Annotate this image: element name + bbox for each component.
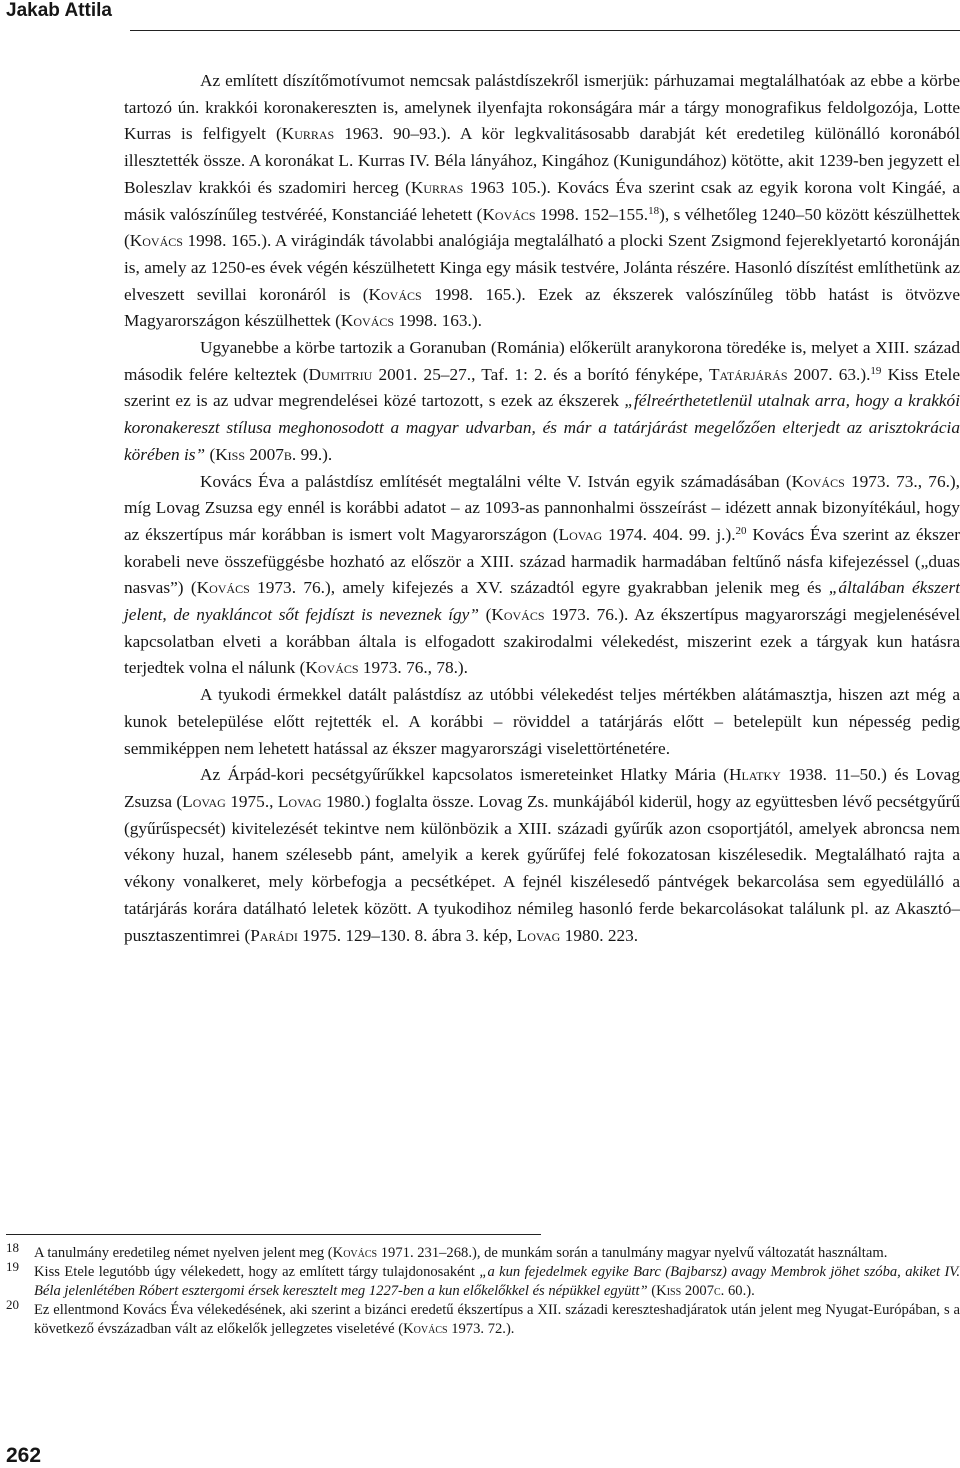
text-run: Ugyanebbe a körbe tartozik a Goranuban (Románia) előkerült aranykorona töredéke is, melyet a XIII. század második felére kelteztek ( [124,338,960,384]
citation-author: Kovács [340,311,395,331]
footnote-ref: 20 [735,524,747,537]
text-run: . 99.). [291,444,333,464]
header-rule [130,30,960,31]
text-run: 1973. 76.), amely kifejezés a XV. századtól egyre gyakrabban jelenik meg és [249,578,829,598]
text-run: ), s vélhetőleg 1240–50 között készülhettek ( [124,204,960,251]
text-run: 1998. 165.). A virágindák távolabbi analógiája megtalálható a plocki Szent Zsigmond fejereklyetartó koronáján is, amely az 1250-es évek végén készülhetett Kinga egy másik testvére, Jolánta részére. Hasonló díszítést említhetünk az elveszett sevillai koronáról is ( [124,231,960,304]
text-run: A tanulmány eredetileg német nyelven jelent meg ( [34,1245,333,1261]
citation-author: Lovag [277,791,322,811]
footnote-rule [6,1234,541,1235]
citation-author: Parádi [250,925,298,945]
citation-author: Kovács [305,658,359,678]
citation-author: Kovács [332,1245,378,1261]
text-run: 2001. 25–27., Taf. 1: 2. és a borító fényképe, [372,364,709,384]
citation-author: Kovács [791,471,845,491]
footnote [6,1259,960,1301]
text-run: A tyukodi érmekkel datált palástdísz az utóbbi vélekedést teljes mértékben alátámasztja, hiszen azt még a kunok betelepülése előtt rejtették el. A korábbi – röviddel a tatárjárás előtt – betelepült kun népesség pedig semmiképpen nem lehetett hatással az ékszer magyarországi viselettörténetére. [124,685,960,758]
citation-author: Kovács [491,605,545,625]
text-run: Az említett díszítőmotívumot nemcsak palástdíszekről ismerjük: párhuzamai megtalálhatóak az ebbe a körbe tartozó ún. krakkói koronakereszten is, amelynek ilyenfajta rokonságára már a tárgy monografikus feldolgozója, Lotte Kurras is felfigyelt ( [124,71,960,144]
citation-author: Kovács [482,204,536,224]
text-run: 1974. 404. 99. j.). [602,524,736,544]
text-run: 1998. 152–155. [535,204,649,224]
text-run: 1998. 163.). [394,311,482,331]
text-run: 1938. 11–50.) és Lovag Zsuzsa ( [124,765,960,811]
page-number: 262 [6,1444,42,1467]
text-run: Kovács Éva a palástdísz említését megtalálni vélte V. István egyik számadásában ( [200,471,792,491]
footnote-ref: 18 [648,204,660,217]
citation-author: Lovag [516,925,561,945]
citation-author: Kurras [281,124,335,144]
paragraph [124,68,960,335]
text-run: 1998. 165.). Ezek az ékszerek valószínűleg több hatást is ötvözve Magyarországon készülhettek ( [124,284,960,331]
citation-author: Kovács [196,578,250,598]
running-head: Jakab Attila [6,0,112,21]
footnote-number: 19 [6,1259,19,1274]
body-text [124,68,960,949]
quotation: „általában ékszert jelent, de nyakláncot sőt fejdíszt is neveznek így” [124,578,960,625]
text-run: 1973. 72.). [447,1321,515,1337]
citation-author: Kovács [403,1321,448,1337]
citation-author: Tatárjárás [708,364,788,384]
text-run: 1973. 76., 78.). [358,658,468,678]
text-run: ( [478,605,492,625]
citation-author: Kovács [368,284,422,304]
text-run: 1971. 231–268.), de munkám során a tanulmány magyar nyelvű változatát használtam. [377,1245,888,1261]
paragraph [124,335,960,469]
text-run: Az Árpád-kori pecsétgyűrűkkel kapcsolatos ismereteinket Hlatky Mária ( [200,765,729,785]
citation-author: Kurras [410,177,464,197]
citation-author: Kovács [129,231,183,251]
paragraph [124,469,960,683]
text-run: Kovács Éva szerint az ékszer korabeli neve összefüggésbe hozható az először a XIII. század harmadik harmadában feltűnő násfa kifejezéssel („duas nasvas”) ( [124,524,960,598]
text-run: Ez ellentmond Kovács Éva vélekedésének, aki szerint a bizánci eredetű ékszertípus a XII. századi kereszteshadjáratok után jelent meg Nyugat-Európában, s a következő évszázadban vált az előkelők jellegzetes viseletévé ( [34,1302,960,1337]
footnote-number: 20 [6,1297,19,1312]
footnotes [6,1240,960,1339]
text-run: 1973. 76.). Az ékszertípus magyarországi megjelenésével kapcsolatban elveti a korábban általa is elfogadott szakirodalmi vélekedést, miszerint ezek a tárgyak kun hatásra terjedtek volna el nálunk ( [124,605,960,678]
footnote [6,1297,960,1339]
footnote [6,1240,960,1263]
text-run: 1963. 90–93.). A kör legkvalitásosabb darabját két eredetileg különálló koronából illesztették össze. A koronákat L. Kurras IV. Béla lányához, Kingához (Kunigundához) kötötte, akit 1239-ben jegyzett el Boleszlav krakkói és szadomiri herceg ( [124,124,960,197]
citation-author: Dumitriu [308,364,373,384]
text-run: 1980. 223. [560,925,639,945]
text-run: 1975. 129–130. 8. ábra 3. kép, [297,925,517,945]
text-run: ( [647,1283,657,1299]
text-run: 1973. 73., 76.), míg Lovag Zsuzsa egy ennél is korábbi adatot – az 1093-as pannonhalmi összeírást – idézett annak bizonyítékául, hogy az ékszertípus már korábban is ismert volt Magyarországon ( [124,471,960,544]
paragraph [124,682,960,762]
citation-author: Kiss 2007c [656,1283,721,1299]
citation-author: Hlatky [728,765,781,785]
paragraph [124,762,960,949]
text-run: 2007. 63.). [787,364,871,384]
citation-author: Kiss 2007b [215,444,292,464]
text-run: 1980.) foglalta össze. Lovag Zs. munkájából kiderül, hogy az együttesben lévő pecsétgyűrű (gyűrűspecsét) kivitelezését tekintve nem különbözik a XIII. századi gyűrűk azon csoportjától, amelyek abroncsa nem vékony huzal, hanem szélesebb pánt, amelyik a kerek gyűrűfej felé fokozatosan kiszélesedik. Megtalálható rajta a vékony vonalkeret, mely körbefogja a pecsétképet. A fejnél kiszélesedő pántvégek bekarcolása sem egyedülálló a tatárjárás korára datálható leletek között. A tyukodihoz némileg hasonló ferde bekarcolásokat találunk pl. az Akasztó–pusztaszentimrei ( [124,791,960,945]
footnote-ref: 19 [870,364,882,377]
citation-author: Lovag [182,791,226,811]
text-run: Kiss Etele szerint ez is az udvar megrendelései közé tartozott, s ezek az ékszerek [124,364,960,411]
quotation: „félreérthetetlenül utalnak arra, hogy a krakkói koronakereszt stílusa meghonosodott a magyar udvarban, és már a tatárjárást megelőzően elterjedt az arisztokrácia körében is” [124,391,960,464]
text-run: ( [205,444,216,464]
text-run: 1975., [225,791,278,811]
footnote-number: 18 [6,1240,19,1255]
text-run: 1963 105.). Kovács Éva szerint csak az egyik korona volt Kingáé, a másik valószínűleg testvéréé, Konstanciáé lehetett ( [124,177,960,224]
citation-author: Lovag [558,524,603,544]
quotation: „a kun fejedelmek egyike Barc (Bajbarsz) avagy Membrok jöhet szóba, akiket IV. Béla jelenlétében Róbert esztergomi érsek keresztelt meg 1227-ben a kun előkelőkkel és népükkel együtt” [34,1264,960,1299]
text-run: Kiss Etele legutóbb úgy vélekedett, hogy az említett tárgy tulajdonosaként [34,1264,480,1280]
text-run: . 60.). [720,1283,755,1299]
